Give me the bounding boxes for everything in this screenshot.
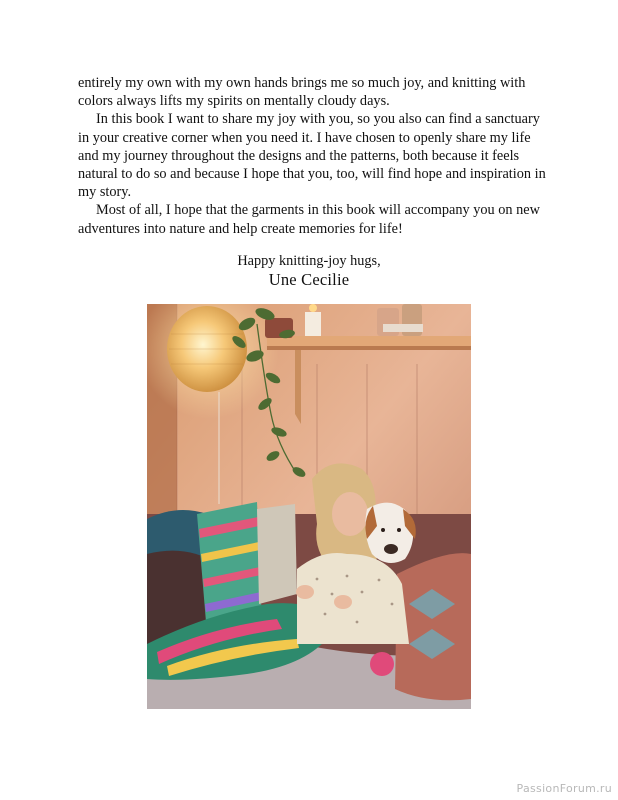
paragraph-2: In this book I want to share my joy with you, so you also can find a sanctuary in your creative corner when you need it. I have chosen to openly share my life and my journey throughout the designs and the patterns, both because it feels natural to do so and because I hope that you, too, will find hope and inspiration in my story. xyxy=(78,111,546,201)
paragraph-3: Most of all, I hope that the garments in this book will accompany you on new adventures into nature and help create memories for life! xyxy=(78,202,540,237)
watermark: PassionForum.ru xyxy=(516,782,612,795)
body-text xyxy=(78,74,548,238)
signoff-author: Une Cecilie xyxy=(268,270,350,289)
paragraph-1: entirely my own with my own hands brings me so much joy, and knitting with colors always lifts my spirits on mentally cloudy days. xyxy=(78,75,526,110)
wall-shelf xyxy=(267,336,471,346)
candle xyxy=(305,312,321,336)
cozy-knitting-photo xyxy=(147,304,471,709)
signoff xyxy=(0,252,618,290)
signoff-greeting: Happy knitting-joy hugs, xyxy=(237,253,381,269)
